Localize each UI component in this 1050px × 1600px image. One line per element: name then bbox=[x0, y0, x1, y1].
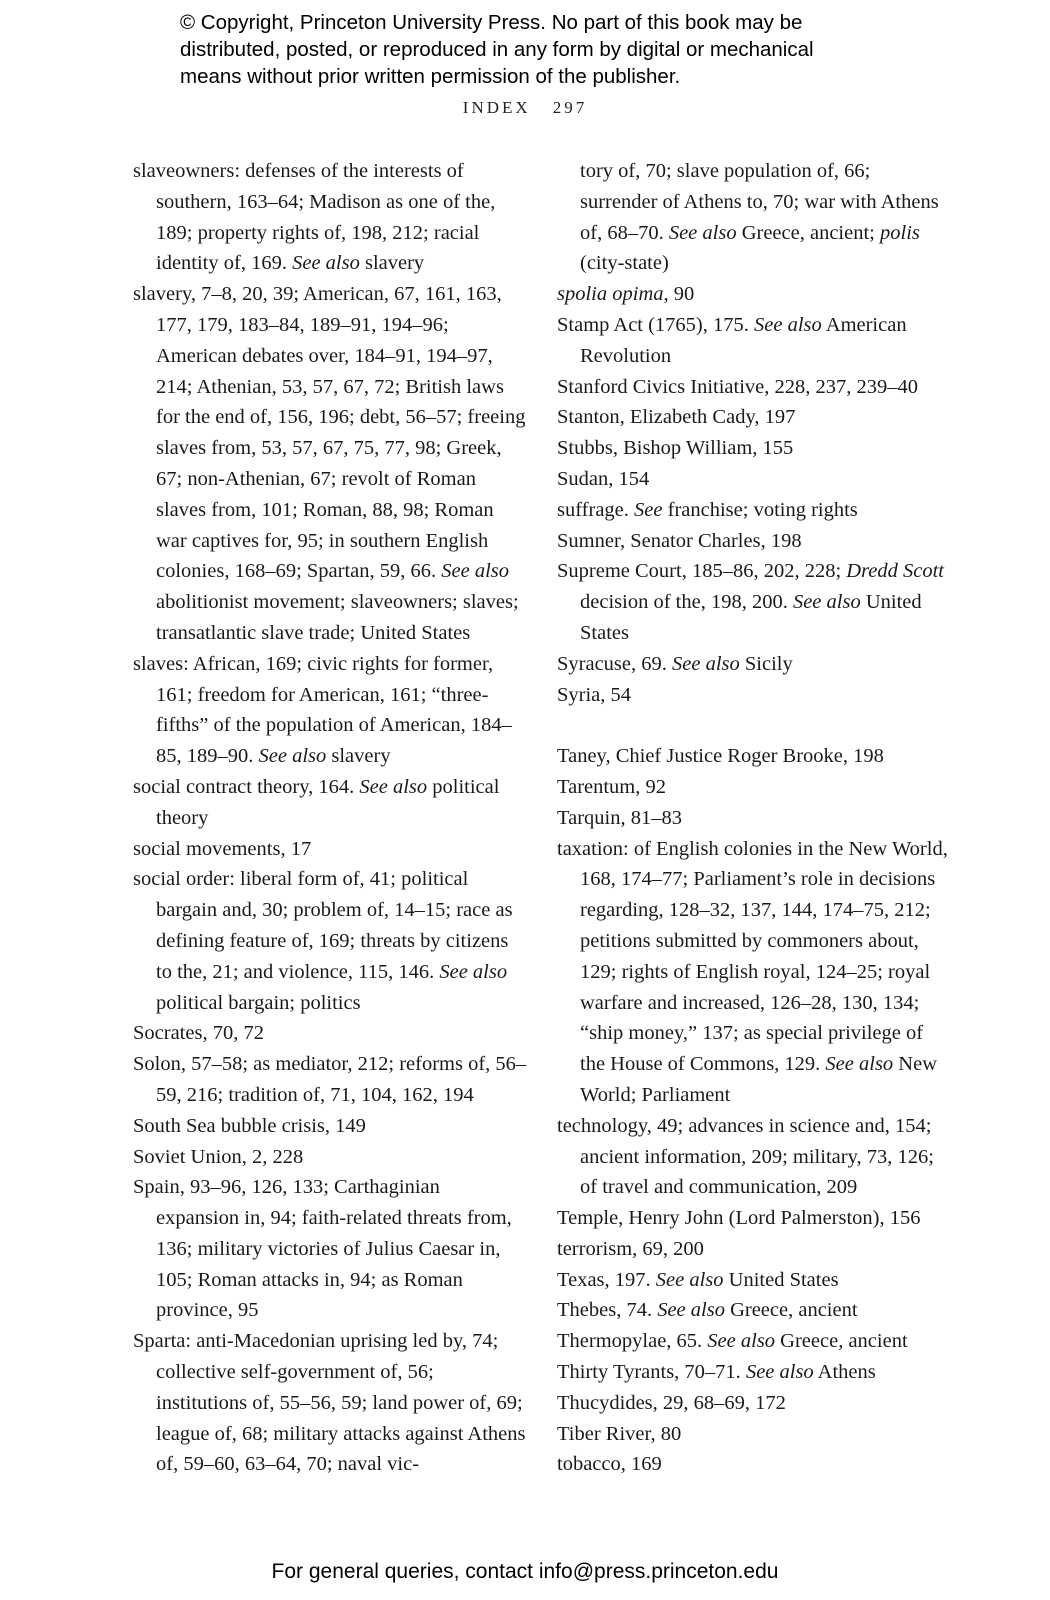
index-entry: Sparta: anti-Macedonian uprising led by, 74; collective self-government of, 56; institutions of, 55–56, 59; land power of, 69; league of, 68; military attacks against Athens of, 59–60, 63–64, 70; naval vic- bbox=[133, 1330, 526, 1476]
index-entry: slaveowners: defenses of the interests of southern, 163–64; Madison as one of the, 189; property rights of, 198, 212; racial identity of, 169. See also slavery bbox=[133, 160, 496, 275]
index-entry: Stamp Act (1765), 175. See also American Revolution bbox=[557, 313, 907, 367]
index-entry: Sudan, 154 bbox=[557, 467, 650, 490]
index-entry: suffrage. See franchise; voting rights bbox=[557, 498, 858, 521]
index-entry: spolia opima, 90 bbox=[557, 283, 695, 306]
index-entry: technology, 49; advances in science and, 154; ancient information, 209; military, 73, 126; of travel and communication, 209 bbox=[557, 1114, 934, 1199]
index-entry: Syria, 54 bbox=[557, 683, 632, 706]
index-entry: Sumner, Senator Charles, 198 bbox=[557, 529, 802, 552]
index-column-right bbox=[557, 156, 952, 1480]
index-entry: taxation: of English colonies in the New World, 168, 174–77; Parliament’s role in decisions regarding, 128–32, 137, 144, 174–75, 212; petitions submitted by commoners about, 129; rights of English royal, 124–25; royal warfare and increased, 126–28, 130, 134; “ship money,” 137; as special privilege of the House of Commons, 129. See also New World; Parliament bbox=[557, 837, 948, 1106]
copyright-line: distributed, posted, or reproduced in any form by digital or mechanical bbox=[180, 38, 814, 61]
index-entry: Soviet Union, 2, 228 bbox=[133, 1145, 304, 1168]
copyright-line: means without prior written permission of the publisher. bbox=[180, 65, 681, 88]
index-entry: Temple, Henry John (Lord Palmerston), 156 bbox=[557, 1207, 921, 1230]
section-gap bbox=[557, 710, 952, 741]
index-entry: Tarquin, 81–83 bbox=[557, 806, 682, 829]
index-entry: Supreme Court, 185–86, 202, 228; Dredd Scott decision of the, 198, 200. See also United States bbox=[557, 560, 945, 644]
page-number: 297 bbox=[552, 98, 588, 117]
index-entry: Stanton, Elizabeth Cady, 197 bbox=[557, 406, 796, 429]
index-entry-continuation: tory of, 70; slave population of, 66; surrender of Athens to, 70; war with Athens of, 68–70. See also Greece, ancient; polis (city-state) bbox=[580, 160, 939, 275]
index-entry: social contract theory, 164. See also political theory bbox=[133, 775, 500, 829]
index-entry: Thucydides, 29, 68–69, 172 bbox=[557, 1391, 786, 1414]
index-column-left bbox=[133, 156, 528, 1480]
index-entry: slavery, 7–8, 20, 39; American, 67, 161, 163, 177, 179, 183–84, 189–91, 194–96; American debates over, 184–91, 194–97, 214; Athenian, 53, 57, 67, 72; British laws for the end of, 156, 196; debt, 56–57; freeing slaves from, 53, 57, 67, 75, 77, 98; Greek, 67; non-Athenian, 67; revolt of Roman slaves from, 101; Roman, 88, 98; Roman war captives for, 95; in southern English colonies, 168–69; Spartan, 59, 66. See also abolitionist movement; slaveowners; slaves; transatlantic slave trade; United States bbox=[133, 283, 526, 644]
index-entry: South Sea bubble crisis, 149 bbox=[133, 1114, 366, 1137]
index-entry: terrorism, 69, 200 bbox=[557, 1237, 704, 1260]
index-entry: Taney, Chief Justice Roger Brooke, 198 bbox=[557, 745, 884, 768]
index-entry: Syracuse, 69. See also Sicily bbox=[557, 652, 793, 675]
index-entry: slaves: African, 169; civic rights for former, 161; freedom for American, 161; “three-fifths” of the population of American, 184–85, 189–90. See also slavery bbox=[133, 652, 512, 768]
index-entry: social order: liberal form of, 41; political bargain and, 30; problem of, 14–15; race as defining feature of, 169; threats by citizens to the, 21; and violence, 115, 146. See also political bargain; politics bbox=[133, 868, 513, 1014]
copyright-notice bbox=[180, 9, 940, 90]
index-entry: Thebes, 74. See also Greece, ancient bbox=[557, 1299, 858, 1322]
running-head bbox=[0, 98, 1050, 118]
index-entry: Stanford Civics Initiative, 228, 237, 239–40 bbox=[557, 375, 918, 398]
index-entry: Thermopylae, 65. See also Greece, ancient bbox=[557, 1330, 908, 1353]
running-head-label: INDEX bbox=[462, 98, 531, 117]
copyright-line: © Copyright, Princeton University Press. No part of this book may be bbox=[180, 11, 803, 34]
index-entry: Spain, 93–96, 126, 133; Carthaginian expansion in, 94; faith-related threats from, 136; military victories of Julius Caesar in, 105; Roman attacks in, 94; as Roman province, 95 bbox=[133, 1176, 512, 1322]
index-entry: Stubbs, Bishop William, 155 bbox=[557, 437, 794, 460]
index-entry: Thirty Tyrants, 70–71. See also Athens bbox=[557, 1361, 876, 1384]
index-entry: Tarentum, 92 bbox=[557, 775, 667, 798]
index-entry: Solon, 57–58; as mediator, 212; reforms of, 56–59, 216; tradition of, 71, 104, 162, 194 bbox=[133, 1053, 527, 1106]
footer-contact: For general queries, contact info@press.princeton.edu bbox=[271, 1560, 779, 1583]
index-entry: Tiber River, 80 bbox=[557, 1422, 682, 1445]
index-entry: Socrates, 70, 72 bbox=[133, 1022, 264, 1045]
index-entry: social movements, 17 bbox=[133, 837, 312, 860]
index-entry: tobacco, 169 bbox=[557, 1453, 662, 1476]
index-entry: Texas, 197. See also United States bbox=[557, 1268, 839, 1291]
